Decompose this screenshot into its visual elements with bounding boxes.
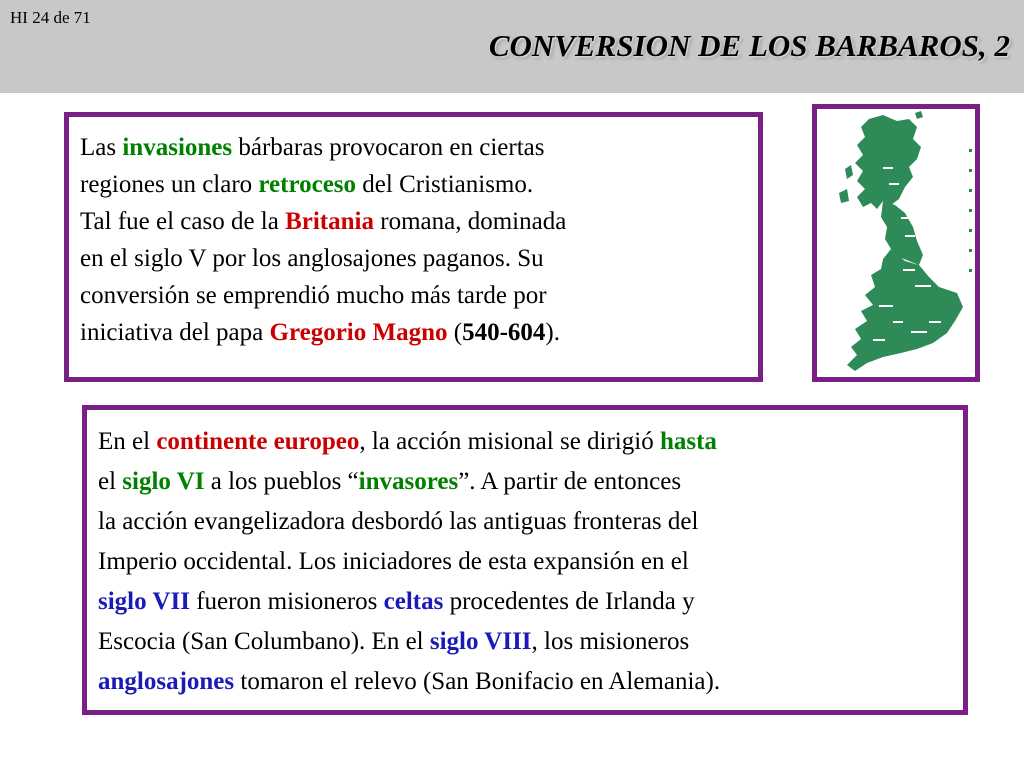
text-box-continente [82,405,968,715]
slide-counter: HI 24 de 71 [10,8,91,27]
keyword-britania: Britania [285,208,374,235]
text-line [80,203,748,240]
text: a los pueblos “ [204,468,359,495]
text: el [98,468,123,495]
text-line: Imperio occidental. Los iniciadores de esta expansión en el [98,548,689,575]
britain-map-icon [817,109,975,377]
text: Escocia (San Columbano). En el [98,628,430,655]
text: Tal fue el caso de la [80,208,286,235]
britain-map [812,104,980,382]
text: , los misioneros [531,628,690,655]
keyword-siglo-vii: siglo VII [98,588,190,615]
text-line [98,422,953,462]
text: fueron misioneros [189,588,384,615]
text-line [98,662,953,702]
text-line [98,462,953,502]
text: ”. A partir de entonces [458,468,682,495]
keyword-hasta: hasta [659,428,717,455]
keyword-invasiones: invasiones [122,134,233,161]
text: regiones un claro [80,171,259,198]
keyword-retroceso: retroceso [258,171,357,198]
keyword-dates: 540-604 [462,319,546,346]
text-line: la acción evangelizadora desbordó las antiguas fronteras del [98,508,699,535]
text: romana, dominada [374,208,567,235]
keyword-continente-europeo: continente europeo [156,428,360,455]
keyword-siglo-viii: siglo VIII [429,628,532,655]
keyword-celtas: celtas [383,588,444,615]
text-line [80,314,748,351]
header-bar [0,0,1024,93]
keyword-anglosajones: anglosajones [98,668,235,695]
text-line: en el siglo V por los anglosajones paganos. Su [80,245,544,272]
text: bárbaras provocaron en ciertas [232,134,545,161]
text-line: conversión se emprendió mucho más tarde por [80,282,547,309]
text: Las [80,134,123,161]
text: del Cristianismo. [356,171,534,198]
text-line [80,166,748,203]
text-line [98,582,953,622]
keyword-siglo-vi: siglo VI [122,468,205,495]
text: , la acción misional se dirigió [359,428,660,455]
page-title: CONVERSION DE LOS BARBAROS, 2 [488,28,1010,63]
text: iniciativa del papa [80,319,270,346]
text: ). [545,319,560,346]
text-line [98,622,953,662]
text: tomaron el relevo (San Bonifacio en Alemania). [234,668,721,695]
text: En el [98,428,157,455]
keyword-invasores: invasores [358,468,459,495]
text-line [80,129,748,166]
keyword-gregorio-magno: Gregorio Magno [269,319,448,346]
text-box-britania [64,112,763,382]
text: procedentes de Irlanda y [443,588,695,615]
text: ( [447,319,463,346]
